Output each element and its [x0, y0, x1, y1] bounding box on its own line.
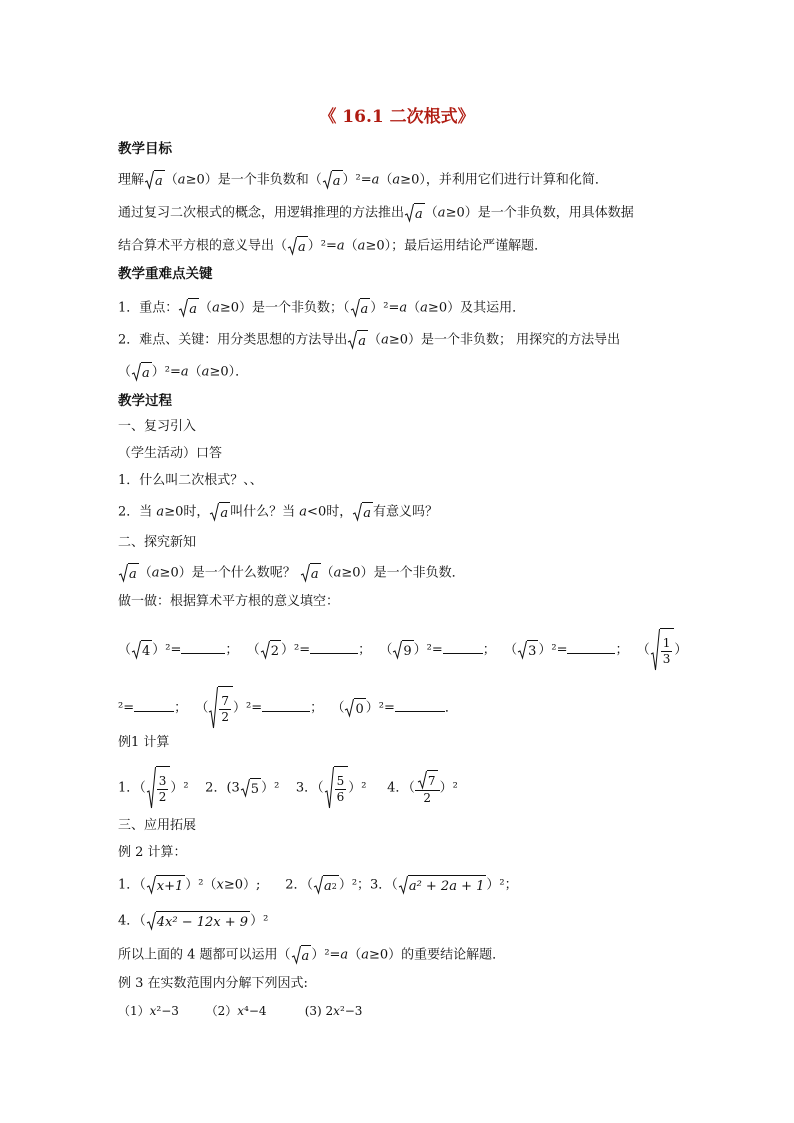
radical-sign-icon: [144, 170, 154, 190]
fill-in-line-2: ²= ； （ $\frac{7}{2}$ ）²= ； （ 0 ）²= ．: [118, 686, 458, 730]
radical-expression: a: [350, 298, 371, 318]
answer-blank: [181, 641, 225, 654]
radical-sign-icon: [260, 640, 270, 660]
radical-sign-icon: [146, 766, 156, 810]
radical-sign-icon: [404, 203, 414, 223]
radical-expression: 0: [344, 698, 365, 718]
radical-sign-icon: [322, 170, 332, 190]
process-line-6: a （a≥0）是一个什么数呢？ a （a≥0）是一个非负数．: [118, 563, 465, 583]
radical-sign-icon: [146, 875, 156, 895]
fraction: $\frac{7}{2}$: [221, 694, 230, 724]
answer-blank: [567, 641, 615, 654]
radical-sign-icon: [352, 502, 362, 522]
radical-sign-icon: [131, 640, 141, 660]
radical-expression: a: [300, 563, 321, 583]
radical-expression: a: [131, 362, 152, 382]
keys-line-2: 2．难点、关键：用分类思想的方法导出 a （a≥0）是一个非负数； 用探究的方法导出: [118, 330, 620, 350]
radical-expression: a: [178, 298, 199, 318]
example-1-title: 例1 计算: [118, 735, 170, 750]
radical-expression: a: [347, 330, 368, 350]
radical-expression: 4: [131, 640, 152, 660]
radical-sign-icon: [291, 945, 301, 965]
answer-blank: [262, 699, 310, 712]
process-line-1: 一、复习引入: [118, 419, 197, 434]
radical-sign-icon: [300, 563, 310, 583]
radical-sign-icon: [392, 640, 402, 660]
fraction: $\frac{1}{3}$: [662, 636, 671, 666]
answer-blank: [395, 699, 445, 712]
radical-sign-icon: [350, 298, 360, 318]
radical-sign-icon: [209, 502, 219, 522]
example-2-line-1: 1．（ x+1 ）²（x≥0）; 2．（ a 2 ）²；3．（ a² + 2a + 1 ）²；: [118, 875, 518, 895]
sqrt-a: a: [144, 170, 165, 190]
process-line-3: 1．什么叫二次根式？、、: [118, 473, 263, 488]
fraction: $\frac{7}{2}$: [415, 770, 440, 806]
conclusion-line: 所以上面的 4 题都可以运用（ a ）²=a（a≥0）的重要结论解题．: [118, 945, 505, 965]
radical-sign-icon: [650, 628, 660, 672]
radical-expression: a: [404, 203, 425, 223]
goals-line-1: 理解 a （a≥0）是一个非负数和（ a ）²=a（a≥0），并利用它们进行计算和化简．: [118, 170, 608, 190]
keys-line-1: 1．重点： a （a≥0）是一个非负数；（ a ）²=a（a≥0）及其运用．: [118, 298, 525, 318]
fill-in-line-1: （ 4 ）²= ； （ 2 ）²= ； （ 9 ）²= ； （ 3 ）²= ； （ $\frac{1}{3}$ ）: [118, 628, 687, 672]
keys-line-3: （ a ）²=a（a≥0）．: [118, 362, 248, 382]
section-heading-process: 教学过程: [118, 393, 172, 409]
process-line-5: 二、探究新知: [118, 535, 197, 550]
radical-expression: 7: [417, 770, 438, 790]
radical-sign-icon: [118, 563, 128, 583]
radical-expression: [208, 686, 233, 730]
radical-expression: x+1: [146, 875, 186, 895]
radical-sign-icon: [344, 698, 354, 718]
goals-line-2: 通过复习二次根式的概念，用逻辑推理的方法推出 a （a≥0）是一个非负数，用具体数据: [118, 203, 634, 223]
answer-blank: [134, 699, 174, 712]
radical-expression: [650, 628, 675, 672]
example-3-items: （1）x²−3 （2）x⁴−4 (3) 2x²−3: [118, 1004, 363, 1018]
radical-expression: a: [322, 170, 343, 190]
radical-expression: a: [209, 502, 230, 522]
radical-sign-icon: [324, 766, 334, 810]
radical-expression: a: [118, 563, 139, 583]
fraction: $\frac{3}{2}$: [158, 774, 167, 804]
process-line-4: 2．当 a≥0时， a 叫什么？当 a<0时， a 有意义吗？: [118, 502, 438, 522]
process-line-7: 做一做：根据算术平方根的意义填空：: [118, 594, 340, 609]
radical-expression: a 2: [313, 875, 339, 895]
radical-expression: 4x² − 12x + 9: [146, 911, 250, 931]
radical-expression: 9: [392, 640, 413, 660]
radical-sign-icon: [178, 298, 188, 318]
radical-sign-icon: [240, 778, 250, 798]
radical-expression: 2: [260, 640, 281, 660]
goals-line-3: 结合算术平方根的意义导出（ a ）²=a（a≥0）；最后运用结论严谨解题．: [118, 236, 547, 256]
process-line-2: （学生活动）口答: [118, 446, 223, 461]
example-3-title: 例 3 在实数范围内分解下列因式:: [118, 976, 308, 991]
radical-expression: a: [287, 236, 308, 256]
radical-expression: [146, 766, 171, 810]
section-heading-keys: 教学重难点关键: [118, 266, 213, 282]
radical-sign-icon: [287, 236, 297, 256]
radical-sign-icon: [208, 686, 218, 730]
radical-expression: 5: [240, 778, 261, 798]
radical-expression: a: [291, 945, 312, 965]
radical-sign-icon: [347, 330, 357, 350]
radical-sign-icon: [517, 640, 527, 660]
fraction: $\frac{5}{6}$: [336, 774, 345, 804]
radical-expression: 3: [517, 640, 538, 660]
radical-sign-icon: [398, 875, 408, 895]
example-1-items: 1．（ $\frac{3}{2}$ ）² 2．(3 5 ）² 3．（ $\frac{5}{6}$ ）² 4．（ $\frac{7}{2}$ ）²: [118, 766, 458, 810]
radical-expression: [324, 766, 349, 810]
example-2-line-2: 4．（ 4x² − 12x + 9 ）²: [118, 911, 268, 931]
example-2-title: 例 2 计算：: [118, 845, 187, 860]
radical-expression: a: [352, 502, 373, 522]
radical-sign-icon: [146, 911, 156, 931]
section-3-title: 三、应用拓展: [118, 818, 197, 833]
page-title: 《 16.1 二次根式》: [319, 107, 475, 127]
radical-sign-icon: [131, 362, 141, 382]
radical-sign-icon: [313, 875, 323, 895]
radical-expression: a² + 2a + 1: [398, 875, 487, 895]
answer-blank: [443, 641, 483, 654]
radical-sign-icon: [417, 770, 427, 790]
section-heading-goals: 教学目标: [118, 141, 172, 157]
answer-blank: [310, 641, 358, 654]
